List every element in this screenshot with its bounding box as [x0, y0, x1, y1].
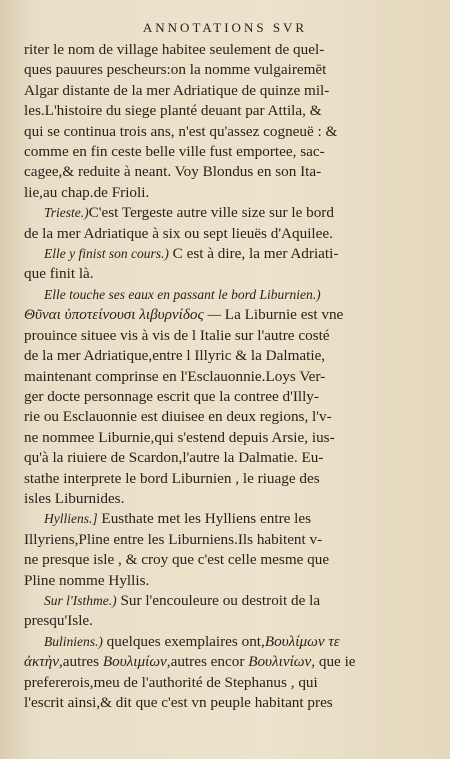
- gloss: ,autres: [58, 653, 103, 671]
- lemma: Trieste.): [44, 205, 89, 221]
- text-line: ne nommee Liburnie,qui s'estend depuis Arsie, ius-: [24, 428, 335, 446]
- text-line: qui se continua trois ans, n'est qu'assez cogneuë : &: [24, 122, 338, 140]
- text-line: prouince situee vis à vis de l Italie sur l'autre costé: [24, 326, 330, 344]
- paragraph: [24, 40, 430, 203]
- gloss: C est à dire, la mer Adriati-: [172, 245, 339, 263]
- paragraph: [24, 203, 430, 244]
- gloss: , que ie: [311, 653, 356, 671]
- text-line: de la mer Adriatique,entre l Illyric & la Dalmatie,: [24, 347, 326, 365]
- paragraph: [24, 632, 430, 714]
- lemma: Sur l'Isthme.): [44, 592, 117, 608]
- text-line: [24, 203, 430, 223]
- lemma: Elle touche ses eaux en passant le bord Liburnien.): [44, 286, 321, 302]
- text-line: prefererois,meu de l'authorité de Stephanus , qui: [24, 673, 318, 691]
- lemma: Hylliens.]: [44, 511, 98, 527]
- text-line: [24, 509, 430, 529]
- text-line: l'escrit ainsi,& dit que c'est vn peuple habitant pres: [24, 694, 333, 711]
- text-line: lie,au chap.de Frioli.: [24, 183, 150, 201]
- text-line: de la mer Adriatique à six ou sept lieuës d'Aquilee.: [24, 224, 333, 242]
- paragraph: [24, 509, 430, 591]
- gloss: Sur l'encouleure ou destroit de la: [120, 591, 321, 609]
- lemma: Buliniens.): [44, 633, 103, 649]
- paragraph: [24, 285, 430, 509]
- text-line: [24, 591, 430, 611]
- text-line: qu'à la riuiere de Scardon,l'autre la Dalmatie. Eu-: [24, 449, 324, 467]
- text-line: Illyriens,Pline entre les Liburniens.Ils habitent v-: [24, 530, 323, 548]
- running-head: ANNOTATIONS SVR: [142, 20, 308, 35]
- gloss: Eusthate met les Hylliens entre les: [101, 510, 312, 528]
- text-line: maintenant comprinse en l'Esclauonnie.Loys Ver-: [24, 367, 326, 385]
- text-line: [24, 632, 430, 652]
- gloss: ,autres encor: [166, 653, 249, 671]
- gloss: C'est Tergeste autre ville size sur le bord: [88, 204, 334, 222]
- text-line: riter le nom de village habitee seulement de quel-: [24, 41, 325, 58]
- text-line: ne presque isle , & croy que c'est celle mesme que: [24, 551, 330, 569]
- gloss: La Liburnie est vne: [224, 306, 344, 324]
- greek-quote: Βουλιμίων: [102, 653, 167, 671]
- greek-quote: Θῦναι ὑποτείνουσι λιβυρνίδος —: [24, 306, 221, 324]
- paragraph: [24, 591, 430, 632]
- text-line: presqu'Isle.: [24, 612, 93, 630]
- text-body: [24, 40, 430, 713]
- text-line: isles Liburnides.: [24, 489, 125, 507]
- text-line: Pline nomme Hyllis.: [24, 571, 150, 589]
- text-line: [24, 244, 430, 264]
- greek-quote: Βουλίμων τε: [264, 632, 340, 650]
- text-line: cagee,& reduite à neant. Voy Blondus en son Ita-: [24, 163, 322, 181]
- text-line: que finit là.: [24, 265, 94, 283]
- paragraph: [24, 244, 430, 285]
- text-line: ger docte personnage escrit que la contree d'Illy-: [24, 387, 319, 405]
- gloss: quelques exemplaires ont,: [106, 632, 265, 650]
- text-line: [24, 652, 430, 672]
- text-line: Algar distante de la mer Adriatique de quinze mil-: [24, 81, 330, 99]
- text-line: ques pauures pescheurs:on la nomme vulgairemēt: [24, 61, 327, 79]
- lemma: Elle y finist son cours.): [44, 246, 169, 262]
- text-line: rie ou Esclauonnie est diuisee en deux regions, l'v-: [24, 408, 332, 426]
- text-line: [24, 305, 430, 325]
- greek-quote: ἀκτὴν: [24, 653, 59, 671]
- text-line: les.L'histoire du siege planté deuant par Attila, &: [24, 102, 322, 120]
- greek-quote: Βουλινίων: [248, 653, 312, 671]
- text-line: comme en fin ceste belle ville fust emportee, sac-: [24, 143, 325, 161]
- text-line: stathe interprete le bord Liburnien , le riuage des: [24, 469, 320, 487]
